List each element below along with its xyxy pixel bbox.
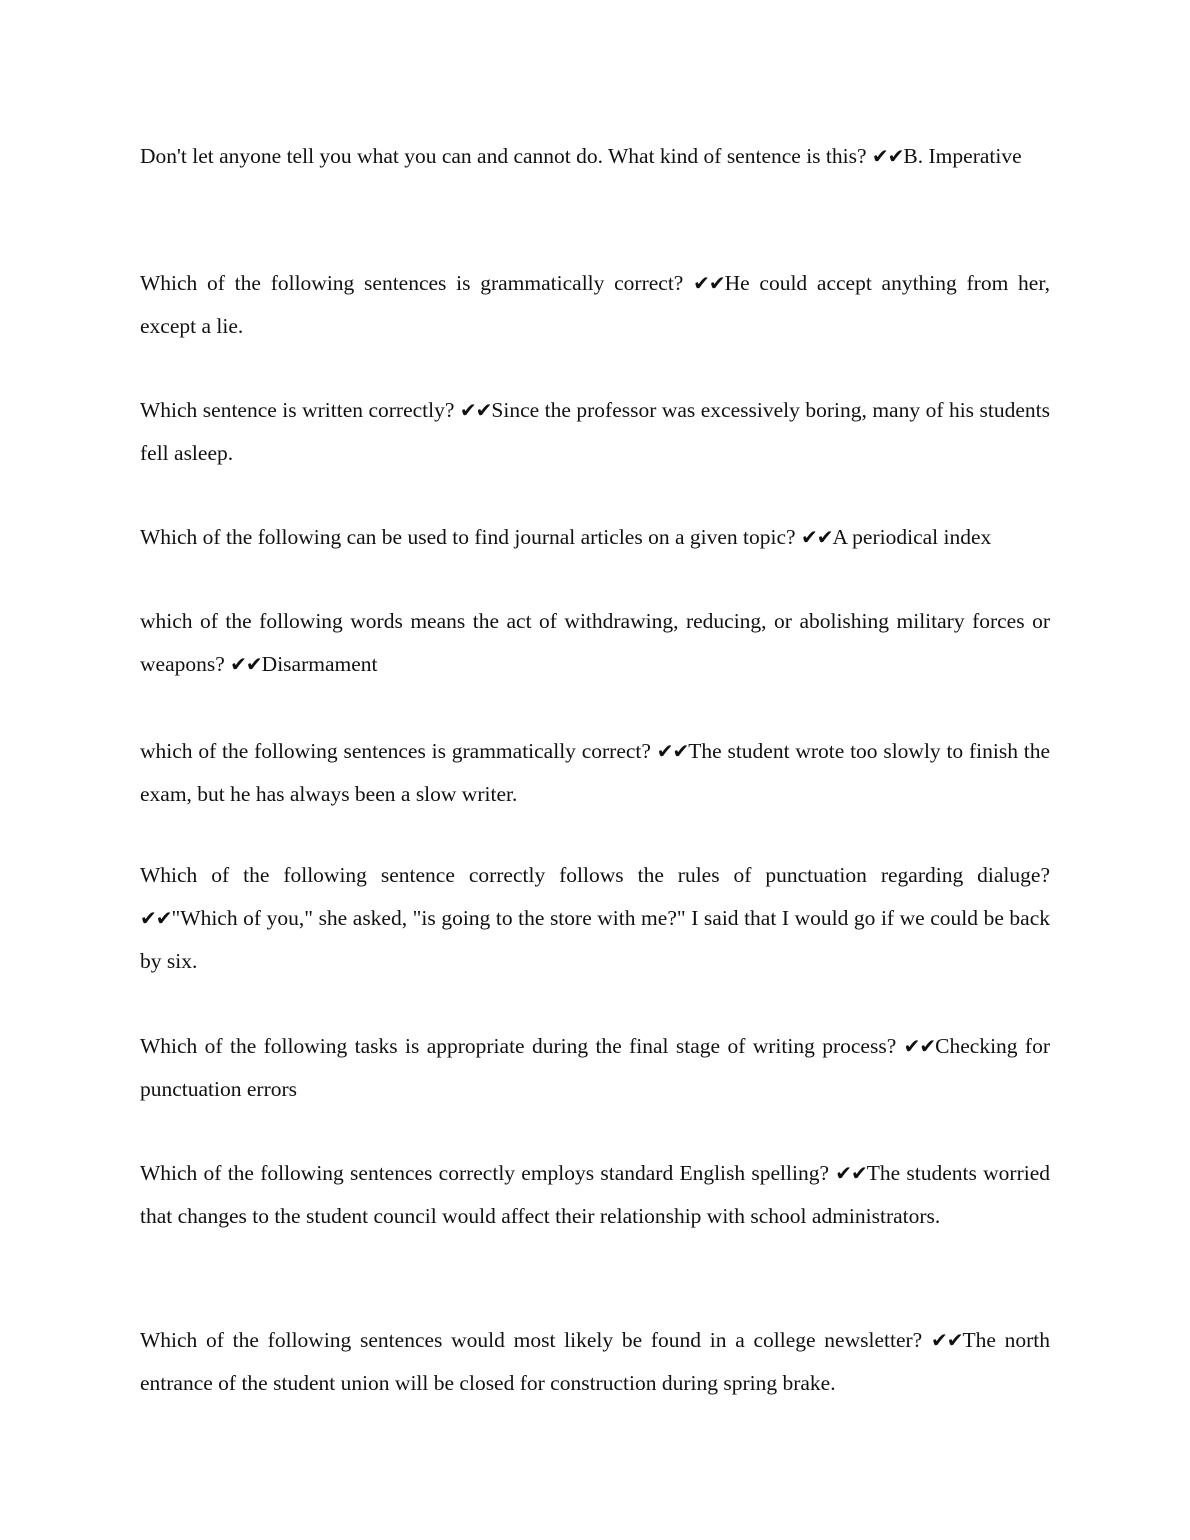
qa-item	[140, 1152, 1050, 1238]
question-text: Which of the following sentences is grammatically correct?	[140, 271, 694, 295]
double-check-icon: ✔✔	[903, 1034, 936, 1058]
double-check-icon: ✔✔	[459, 398, 492, 422]
answer-text: Since the professor was excessively boring, many of his students fell asleep.	[140, 398, 1050, 465]
answer-text: Disarmament	[261, 652, 378, 676]
qa-item	[140, 135, 1050, 178]
qa-item	[140, 1025, 1050, 1111]
double-check-icon: ✔✔	[835, 1161, 867, 1185]
double-check-icon: ✔✔	[656, 739, 689, 763]
double-check-icon: ✔✔	[930, 1328, 963, 1352]
double-check-icon: ✔✔	[800, 525, 833, 549]
double-check-icon: ✔✔	[230, 652, 262, 676]
answer-text: The student wrote too slowly to finish the exam, but he has always been a slow writer.	[140, 739, 1050, 806]
answer-text: The north entrance of the student union will be closed for construction during spring brake.	[140, 1328, 1050, 1395]
answer-text: He could accept anything from her, except a lie.	[140, 271, 1050, 338]
qa-item	[140, 600, 1050, 686]
question-text: which of the following sentences is grammatically correct?	[140, 739, 657, 763]
answer-text: Checking for punctuation errors	[140, 1034, 1051, 1101]
qa-item	[140, 516, 1050, 559]
question-text: Don't let anyone tell you what you can and cannot do. What kind of sentence is this?	[140, 144, 872, 168]
qa-item	[140, 730, 1050, 816]
question-text: Which of the following sentence correctly follows the rules of punctuation regarding dialuge?	[140, 863, 1050, 887]
qa-item	[140, 1319, 1050, 1405]
qa-item	[140, 262, 1050, 348]
question-text: Which sentence is written correctly?	[140, 398, 460, 422]
answer-text: A periodical index	[832, 525, 992, 549]
double-check-icon: ✔✔	[140, 906, 172, 930]
qa-item	[140, 854, 1050, 983]
question-text: Which of the following can be used to find journal articles on a given topic?	[140, 525, 801, 549]
question-text: which of the following words means the act of withdrawing, reducing, or abolishing military forces or weapons?	[140, 609, 1050, 676]
answer-text: B. Imperative	[903, 144, 1022, 168]
double-check-icon: ✔✔	[693, 271, 725, 295]
question-text: Which of the following tasks is appropriate during the final stage of writing process?	[140, 1034, 904, 1058]
question-text: Which of the following sentences would most likely be found in a college newsletter?	[140, 1328, 931, 1352]
double-check-icon: ✔✔	[871, 144, 904, 168]
qa-item	[140, 389, 1050, 475]
answer-text: The students worried that changes to the student council would affect their relationship with school administrators.	[140, 1161, 1051, 1228]
answer-text: "Which of you," she asked, "is going to the store with me?" I said that I would go if we could be back by six.	[140, 906, 1050, 973]
question-text: Which of the following sentences correctly employs standard English spelling?	[140, 1161, 836, 1185]
